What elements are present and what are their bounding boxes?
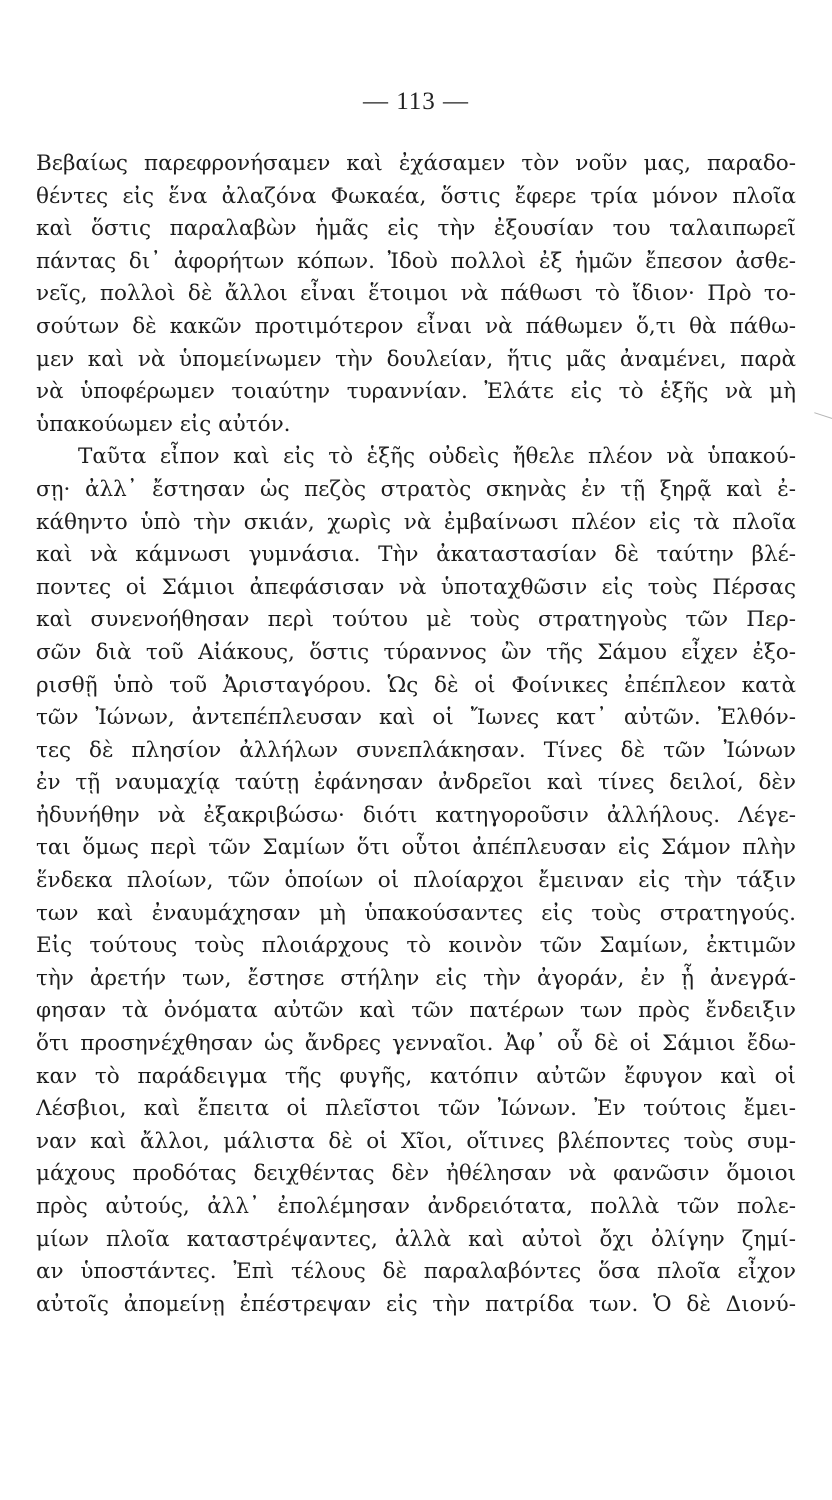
text-line: σούτων δὲ κακῶν προτιμότερον εἶναι νὰ πάθωμεν ὅ,τι θὰ πάθω- [36,313,796,339]
text-line: νὰ ὑποφέρωμεν τοιαύτην τυραννίαν. Ἐλάτε εἰς τὸ ἑξῆς νὰ μὴ [36,379,796,405]
text-line: ται ὅμως περὶ τῶν Σαμίων ὅτι οὗτοι ἀπέπλευσαν εἰς Σάμον πλὴν [36,835,796,861]
page-number: — 113 — [362,88,470,115]
text-line: ποντες οἱ Σάμιοι ἀπεφάσισαν νὰ ὑποταχθῶσιν εἰς τοὺς Πέρσας [36,574,796,600]
text-line: ἕνδεκα πλοίων, τῶν ὁποίων οἱ πλοίαρχοι ἔμειναν εἰς τὴν τάξιν [36,868,796,894]
text-line: καὶ ὅστις παραλαβὼν ἡμᾶς εἰς τὴν ἐξουσίαν του ταλαιπωρεῖ [36,216,796,242]
text-line: φησαν τὰ ὀνόματα αὐτῶν καὶ τῶν πατέρων των πρὸς ἔνδειξιν [36,998,796,1024]
text-line: νεῖς, πολλοὶ δὲ ἄλλοι εἶναι ἕτοιμοι νὰ πάθωσι τὸ ἴδιον· Πρὸ το- [36,281,796,307]
text-line: τὴν ἀρετήν των, ἔστησε στήλην εἰς τὴν ἀγοράν, ἐν ᾗ ἀνεγρά- [36,965,796,991]
text-line: ὅτι προσηνέχθησαν ὡς ἄνδρες γενναῖοι. Ἀφ᾽ οὗ δὲ οἱ Σάμιοι ἔδω- [36,1031,796,1057]
paragraph-2 [36,441,796,1321]
text-line: πρὸς αὐτούς, ἀλλ᾽ ἐπολέμησαν ἀνδρειότατα, πολλὰ τῶν πολε- [36,1194,796,1219]
body-text [36,148,796,1321]
text-line: καν τὸ παράδειγμα τῆς φυγῆς, κατόπιν αὐτῶν ἔφυγον καὶ οἱ [36,1063,796,1089]
text-line: Λέσβιοι, καὶ ἔπειτα οἱ πλεῖστοι τῶν Ἰώνων. Ἐν τούτοις ἔμει- [36,1096,796,1122]
text-line: σῶν διὰ τοῦ Αἰάκους, ὅστις τύραννος ὢν τῆς Σάμου εἶχεν ἐξο- [36,639,796,665]
text-line: ναν καὶ ἄλλοι, μάλιστα δὲ οἱ Χῖοι, οἵτινες βλέποντες τοὺς συμ- [36,1128,796,1154]
text-line: Ταῦτα εἶπον καὶ εἰς τὸ ἑξῆς οὐδεὶς ἤθελε πλέον νὰ ὑπακού- [78,444,796,470]
text-line: ἐν τῇ ναυμαχίᾳ ταύτῃ ἐφάνησαν ἀνδρεῖοι καὶ τίνες δειλοί, δὲν [36,770,796,796]
text-line: μίων πλοῖα καταστρέψαντες, ἀλλὰ καὶ αὐτοὶ ὄχι ὀλίγην ζημί- [36,1226,796,1252]
text-line: μεν καὶ νὰ ὑπομείνωμεν τὴν δουλείαν, ἥτις μᾶς ἀναμένει, παρὰ [36,346,796,372]
text-line: σῃ· ἀλλ᾽ ἔστησαν ὡς πεζὸς στρατὸς σκηνὰς ἐν τῇ ξηρᾷ καὶ ἐ- [36,476,796,502]
text-line: των καὶ ἐναυμάχησαν μὴ ὑπακούσαντες εἰς τοὺς στρατηγούς. [36,900,796,926]
text-line: Βεβαίως παρεφρονήσαμεν καὶ ἐχάσαμεν τὸν νοῦν μας, παραδο- [36,151,796,176]
text-line: πάντας δι᾽ ἀφορήτων κόπων. Ἰδοὺ πολλοὶ ἐξ ἡμῶν ἔπεσον ἀσθε- [36,248,796,274]
text-line: Εἰς τούτους τοὺς πλοιάρχους τὸ κοινὸν τῶν Σαμίων, ἐκτιμῶν [36,933,796,959]
text-line: τῶν Ἰώνων, ἀντεπέπλευσαν καὶ οἱ Ἴωνες κατ᾽ αὐτῶν. Ἐλθόν- [36,705,796,731]
text-line: ρισθῇ ὑπὸ τοῦ Ἀρισταγόρου. Ὡς δὲ οἱ Φοίνικες ἐπέπλεον κατὰ [36,672,796,698]
text-line: καὶ συνενοήθησαν περὶ τούτου μὲ τοὺς στρατηγοὺς τῶν Περ- [36,607,796,633]
text-line: κάθηντο ὑπὸ τὴν σκιάν, χωρὶς νὰ ἐμβαίνωσι πλέον εἰς τὰ πλοῖα [36,509,796,535]
text-line: τες δὲ πλησίον ἀλλήλων συνεπλάκησαν. Τίνες δὲ τῶν Ἰώνων [36,737,796,763]
text-line: ὑπακούωμεν εἰς αὐτόν. [36,411,291,437]
text-line: αὐτοῖς ἀπομείνῃ ἐπέστρεψαν εἰς τὴν πατρίδα των. Ὁ δὲ Διονύ- [36,1291,796,1317]
text-line: ἠδυνήθην νὰ ἐξακριβώσω· διότι κατηγοροῦσιν ἀλλήλους. Λέγε- [36,802,796,828]
page-edge-mark [810,412,832,431]
paragraph-1 [36,148,796,441]
text-line: αν ὑποστάντες. Ἐπὶ τέλους δὲ παραλαβόντες ὅσα πλοῖα εἶχον [36,1259,796,1285]
text-line: θέντες εἰς ἕνα ἀλαζόνα Φωκαέα, ὅστις ἔφερε τρία μόνον πλοῖα [36,183,796,209]
text-line: καὶ νὰ κάμνωσι γυμνάσια. Τὴν ἀκαταστασίαν δὲ ταύτην βλέ- [36,542,796,568]
text-line: μάχους προδότας δειχθέντας δὲν ἠθέλησαν νὰ φανῶσιν ὅμοιοι [36,1161,796,1187]
